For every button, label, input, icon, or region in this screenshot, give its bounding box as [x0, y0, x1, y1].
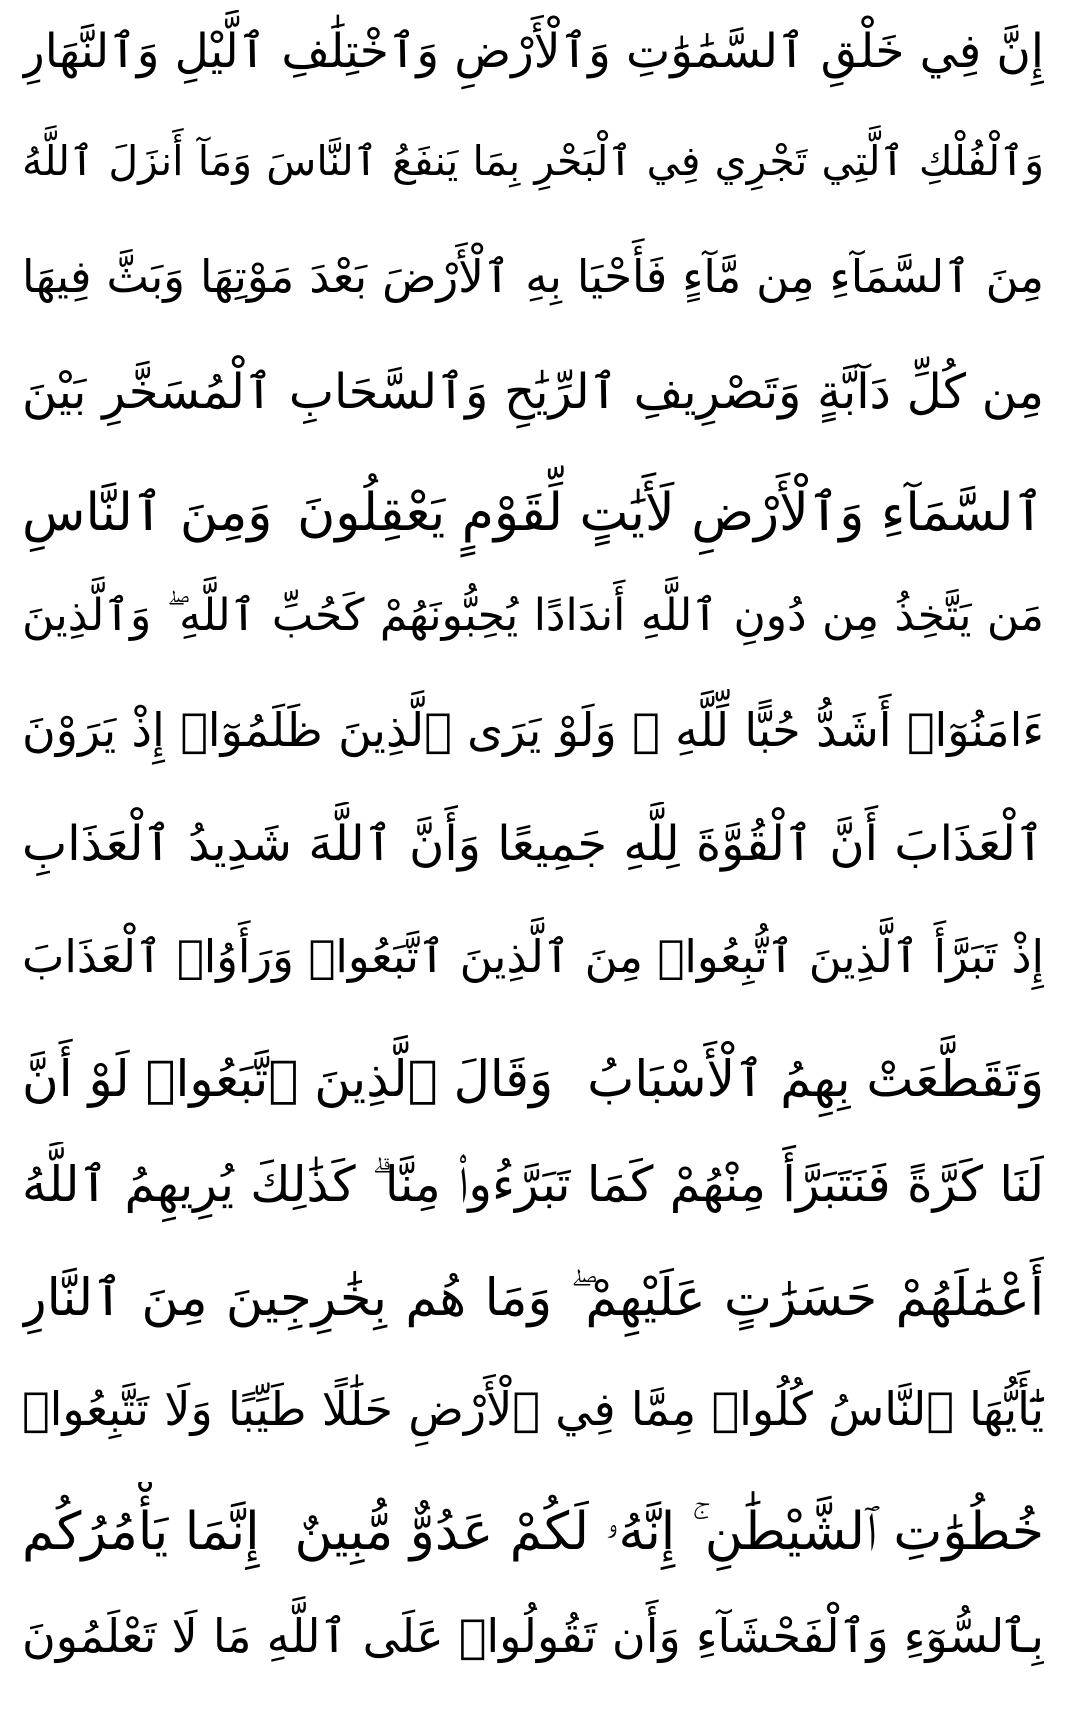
- verse-line-14: [22, 1482, 1044, 1582]
- verse-text: مِن كُلِّ دَآبَّةٍ وَتَصْرِيفِ ٱلرِّيَٰحِ وَٱلسَّحَابِ ٱلْمُسَخَّرِ بَيْنَ: [22, 363, 1044, 420]
- verse-start-segment: وَقَالَ ٱلَّذِينَ ٱتَّبَعُوا۟ لَوْ أَنَّ: [22, 1049, 554, 1108]
- verse-line-9: [22, 916, 1044, 1016]
- verse-line-12: [22, 1255, 1044, 1355]
- verse-line-8: [22, 802, 1044, 902]
- verse-start-segment: وَمِنَ ٱلنَّاسِ: [22, 482, 273, 543]
- verse-line-10: [22, 1029, 1044, 1129]
- verse-text: يَٰٓأَيُّهَا ٱلنَّاسُ كُلُوا۟ مِمَّا فِي ٱلْأَرْضِ حَلَٰلًا طَيِّبًا وَلَا تَتَّبِعُوا۟: [22, 1382, 1044, 1437]
- verse-line-3: [22, 236, 1044, 336]
- verse-line-7: [22, 689, 1044, 789]
- verse-text: ٱلْعَذَابَ أَنَّ ٱلْقُوَّةَ لِلَّهِ جَمِيعًا وَأَنَّ ٱللَّهَ شَدِيدُ ٱلْعَذَابِ: [22, 816, 1044, 873]
- verse-line-1: [22, 10, 1044, 110]
- verse-text: أَعْمَٰلَهُمْ حَسَرَٰتٍ عَلَيْهِمْ ۖ وَمَا هُم بِخَٰرِجِينَ مِنَ ٱلنَّارِ: [22, 1269, 1044, 1329]
- verse-line-13: [22, 1368, 1044, 1468]
- verse-end-segment: خُطُوَٰتِ ٱلشَّيْطَٰنِ ۚ إِنَّهُۥ لَكُمْ عَدُوٌّ مُّبِينٌ: [294, 1501, 1044, 1562]
- verse-text: مَن يَتَّخِذُ مِن دُونِ ٱللَّهِ أَندَادًا يُحِبُّونَهُمْ كَحُبِّ ٱللَّهِ ۖ وَٱلَّذِينَ: [22, 590, 1044, 642]
- verse-text: مِنَ ٱلسَّمَآءِ مِن مَّآءٍ فَأَحْيَا بِهِ ٱلْأَرْضَ بَعْدَ مَوْتِهَا وَبَثَّ فِيهَا: [22, 250, 1044, 304]
- verse-line-11: [22, 1142, 1044, 1242]
- verse-line-15: [22, 1595, 1044, 1695]
- verse-text: إِذْ تَبَرَّأَ ٱلَّذِينَ ٱتُّبِعُوا۟ مِنَ ٱلَّذِينَ ٱتَّبَعُوا۟ وَرَأَوُا۟ ٱلْعَذَابَ: [22, 929, 1044, 983]
- verse-text: وَٱلْفُلْكِ ٱلَّتِي تَجْرِي فِي ٱلْبَحْرِ بِمَا يَنفَعُ ٱلنَّاسَ وَمَآ أَنزَلَ ٱللَّهُ: [22, 137, 1044, 186]
- verse-text: بِٱلسُّوٓءِ وَٱلْفَحْشَآءِ وَأَن تَقُولُوا۟ عَلَى ٱللَّهِ مَا لَا تَعْلَمُونَ: [22, 1608, 1044, 1663]
- verse-start-segment: إِنَّمَا يَأْمُرُكُم: [22, 1501, 260, 1562]
- verse-line-2: [22, 123, 1044, 223]
- verse-line-6: [22, 576, 1044, 676]
- verse-text: ءَامَنُوٓا۟ أَشَدُّ حُبًّا لِّلَّهِ ۗ وَلَوْ يَرَى ٱلَّذِينَ ظَلَمُوٓا۟ إِذْ يَرَوْنَ: [22, 703, 1044, 758]
- verse-end-segment: ٱلسَّمَآءِ وَٱلْأَرْضِ لَأَيَٰتٍ لِّقَوْمٍ يَعْقِلُونَ: [297, 482, 1044, 543]
- verse-text: لَنَا كَرَّةً فَنَتَبَرَّأَ مِنْهُمْ كَمَا تَبَرَّءُوا۟ مِنَّا ۗ كَذَٰلِكَ يُرِيهِمُ ٱللَّهُ: [22, 1156, 1044, 1214]
- verse-line-4: [22, 350, 1044, 450]
- verse-text: إِنَّ فِي خَلْقِ ٱلسَّمَٰوَٰتِ وَٱلْأَرْضِ وَٱخْتِلَٰفِ ٱلَّيْلِ وَٱلنَّهَارِ: [22, 24, 1044, 79]
- verse-end-segment: وَتَقَطَّعَتْ بِهِمُ ٱلْأَسْبَابُ: [587, 1049, 1044, 1108]
- verse-line-5: [22, 463, 1044, 563]
